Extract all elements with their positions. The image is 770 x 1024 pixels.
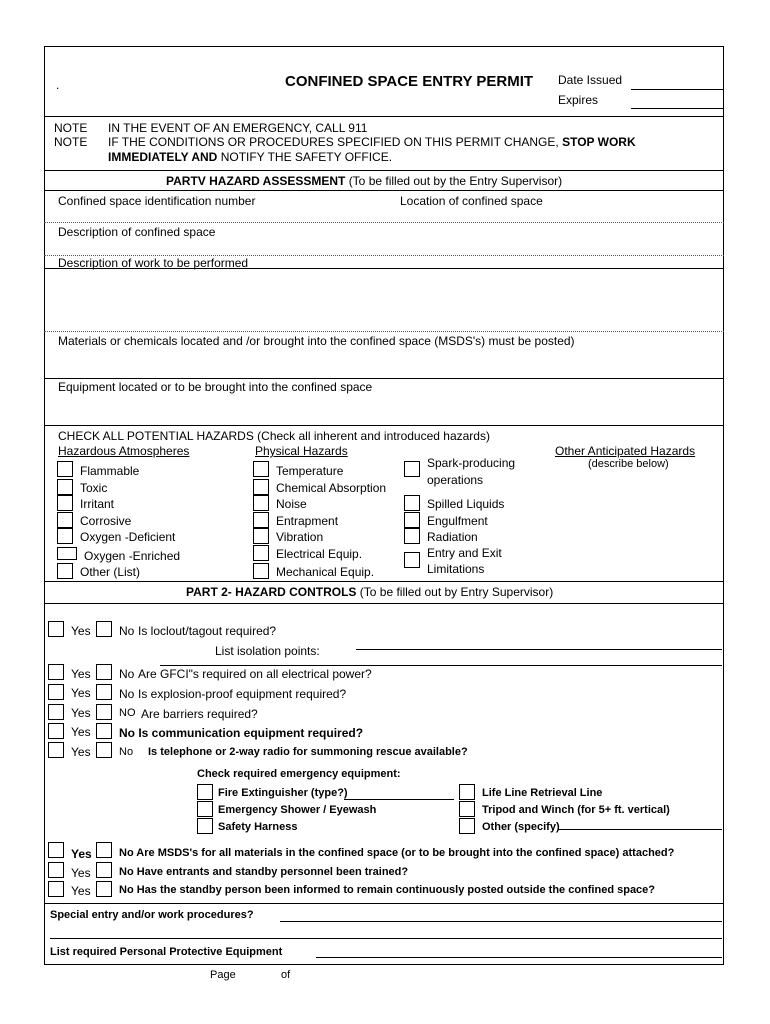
yes-label: Yes [71, 667, 91, 681]
hazard-other-list: Other (List) [80, 565, 141, 579]
yes-label: Yes [71, 884, 91, 898]
hazard-electrical-equip: Electrical Equip. [276, 547, 363, 561]
checkbox-life-line[interactable] [459, 784, 475, 800]
atmospheres-title: Hazardous Atmospheres [58, 444, 190, 458]
hazard-oxygen-deficient: Oxygen -Deficient [80, 530, 176, 544]
hazard-engulfment: Engulfment [427, 514, 488, 528]
question-trained: No Have entrants and standby personnel been trained? [119, 866, 409, 878]
date-issued-label: Date Issued [558, 73, 623, 87]
note-label: NOTE [54, 121, 88, 135]
emergency-equipment-title: Check required emergency equipment: [197, 768, 401, 780]
checkbox-electrical-equip[interactable] [253, 545, 269, 561]
divider [44, 903, 724, 904]
checkbox-tripod-winch[interactable] [459, 801, 475, 817]
checkbox-chemical-absorption[interactable] [253, 479, 269, 495]
physical-title: Physical Hazards [255, 444, 348, 458]
checkbox-flammable[interactable] [57, 461, 73, 477]
no-checkbox[interactable] [96, 723, 112, 739]
checkbox-emergency-shower[interactable] [197, 801, 213, 817]
checkbox-fire-extinguisher[interactable] [197, 784, 213, 800]
hazard-spilled-liquids: Spilled Liquids [427, 497, 505, 511]
note-label: NOTE [54, 135, 88, 149]
no-label: No [119, 687, 135, 701]
checkbox-mechanical-equip[interactable] [253, 563, 269, 579]
space-id-label: Confined space identification number [58, 194, 256, 208]
yes-checkbox[interactable] [48, 684, 64, 700]
hazard-vibration: Vibration [276, 530, 324, 544]
yes-label: Yes [71, 706, 91, 720]
description-label: Description of confined space [58, 225, 216, 239]
question-communication: No Is communication equipment required? [119, 726, 364, 740]
checkbox-spilled-liquids[interactable] [404, 495, 420, 511]
page-label: Page [210, 969, 236, 981]
checkbox-other-specify[interactable] [459, 818, 475, 834]
divider [44, 331, 724, 332]
yes-label: Yes [71, 866, 91, 880]
no-label: NO [119, 707, 136, 719]
part2-title: PART 2- HAZARD CONTROLS (To be filled out by Entry Supervisor) [186, 585, 554, 599]
no-label: No [119, 624, 135, 638]
expires-label: Expires [558, 93, 599, 107]
question-msds: No Are MSDS's for all materials in the confined space (or to be brought into the confined space) attached? [119, 847, 675, 859]
yes-label: Yes [71, 847, 92, 861]
isolation-field[interactable] [356, 649, 722, 650]
hazard-toxic: Toxic [80, 481, 108, 495]
expires-field[interactable] [631, 108, 723, 109]
other-hazards-sub: (describe below) [588, 458, 669, 470]
equipment-safety-harness: Safety Harness [218, 821, 298, 833]
yes-checkbox[interactable] [48, 664, 64, 680]
work-label: Description of work to be performed [58, 256, 249, 270]
date-issued-field[interactable] [631, 89, 723, 90]
checkbox-oxygen-enriched[interactable] [57, 547, 77, 560]
of-label: of [281, 969, 291, 981]
no-label: No [119, 746, 134, 758]
divider [44, 603, 724, 604]
question-radio: Is telephone or 2-way radio for summoning rescue available? [148, 746, 468, 758]
yes-label: Yes [71, 725, 91, 739]
yes-label: Yes [71, 745, 91, 759]
hazard-entry-exit-cont: Limitations [427, 562, 485, 576]
no-checkbox[interactable] [96, 862, 112, 878]
ppe-field[interactable] [316, 957, 722, 958]
yes-label: Yes [71, 686, 91, 700]
page-title: CONFINED SPACE ENTRY PERMIT [285, 73, 534, 90]
divider [44, 116, 724, 117]
divider [44, 170, 724, 171]
no-checkbox[interactable] [96, 742, 112, 758]
equipment-label: Equipment located or to be brought into the confined space [58, 380, 373, 394]
hazard-spark-producing-cont: operations [427, 473, 484, 487]
header-dot: . [56, 78, 60, 92]
no-checkbox[interactable] [96, 684, 112, 700]
checkbox-entrapment[interactable] [253, 512, 269, 528]
hazard-corrosive: Corrosive [80, 514, 132, 528]
isolation-field-2[interactable] [160, 665, 722, 666]
checkbox-engulfment[interactable] [404, 512, 420, 528]
other-hazards-title: Other Anticipated Hazards [555, 444, 696, 458]
hazard-flammable: Flammable [80, 464, 140, 478]
no-checkbox[interactable] [96, 664, 112, 680]
yes-label: Yes [71, 624, 91, 638]
question-gfci: Are GFCI"s required on all electrical power? [138, 667, 372, 681]
note-conditions-cont: IMMEDIATELY AND NOTIFY THE SAFETY OFFICE. [108, 150, 393, 164]
hazard-irritant: Irritant [80, 497, 115, 511]
yes-checkbox[interactable] [48, 621, 64, 637]
materials-label: Materials or chemicals located and /or brought into the confined space (MSDS's) must be posted) [58, 334, 575, 348]
checkbox-spark-producing[interactable] [404, 461, 420, 477]
note-emergency: IN THE EVENT OF AN EMERGENCY, CALL 911 [108, 121, 368, 135]
checkbox-oxygen-deficient[interactable] [57, 528, 73, 544]
no-checkbox[interactable] [96, 881, 112, 897]
checkbox-corrosive[interactable] [57, 512, 73, 528]
special-procedures-field[interactable] [280, 921, 722, 922]
equipment-emergency-shower: Emergency Shower / Eyewash [218, 804, 377, 816]
divider [44, 581, 724, 582]
yes-checkbox[interactable] [48, 862, 64, 878]
hazard-noise: Noise [276, 497, 307, 511]
special-procedures-label: Special entry and/or work procedures? [50, 909, 254, 921]
question-standby: No Has the standby person been informed to remain continuously posted outside the confined space? [119, 884, 656, 896]
equipment-other-specify: Other (specify) [482, 821, 560, 833]
no-checkbox[interactable] [96, 704, 112, 720]
checkbox-toxic[interactable] [57, 479, 73, 495]
no-checkbox[interactable] [96, 842, 112, 858]
hazard-oxygen-enriched: Oxygen -Enriched [84, 549, 181, 563]
checkbox-vibration[interactable] [253, 528, 269, 544]
yes-checkbox[interactable] [48, 723, 64, 739]
no-checkbox[interactable] [96, 621, 112, 637]
yes-checkbox[interactable] [48, 881, 64, 897]
special-procedures-field-2[interactable] [50, 938, 722, 939]
ppe-label: List required Personal Protective Equipment [50, 946, 283, 958]
hazards-heading: CHECK ALL POTENTIAL HAZARDS (Check all inherent and introduced hazards) [58, 429, 490, 443]
equipment-life-line: Life Line Retrieval Line [482, 787, 603, 799]
question-explosion-proof: Is explosion-proof equipment required? [138, 687, 347, 701]
part1-title: PARTV HAZARD ASSESSMENT (To be filled out by the Entry Supervisor) [166, 174, 563, 188]
divider [44, 425, 724, 426]
divider [44, 268, 724, 269]
hazard-spark-producing: Spark-producing [427, 456, 516, 470]
divider [44, 190, 724, 191]
checkbox-irritant[interactable] [57, 495, 73, 511]
hazard-temperature: Temperature [276, 464, 344, 478]
checkbox-noise[interactable] [253, 495, 269, 511]
note-conditions: IF THE CONDITIONS OR PROCEDURES SPECIFIED ON THIS PERMIT CHANGE, STOP WORK [108, 135, 636, 149]
other-specify-field[interactable] [558, 829, 722, 830]
checkbox-entry-exit[interactable] [404, 552, 420, 568]
checkbox-radiation[interactable] [404, 528, 420, 544]
yes-checkbox[interactable] [48, 742, 64, 758]
checkbox-safety-harness[interactable] [197, 818, 213, 834]
equipment-fire-extinguisher: Fire Extinguisher (type?) [218, 787, 348, 799]
question-barriers: Are barriers required? [141, 707, 258, 721]
question-lockout: Is loclout/tagout required? [138, 624, 277, 638]
location-label: Location of confined space [400, 194, 543, 208]
no-label: No [119, 667, 135, 681]
yes-checkbox[interactable] [48, 704, 64, 720]
hazard-entry-exit: Entry and Exit [427, 546, 502, 560]
divider [44, 222, 724, 223]
checkbox-temperature[interactable] [253, 461, 269, 477]
equipment-tripod-winch: Tripod and Winch (for 5+ ft. vertical) [482, 804, 670, 816]
hazard-radiation: Radiation [427, 530, 478, 544]
hazard-mechanical-equip: Mechanical Equip. [276, 565, 375, 579]
hazard-chemical-absorption: Chemical Absorption [276, 481, 387, 495]
hazard-entrapment: Entrapment [276, 514, 339, 528]
yes-checkbox[interactable] [48, 842, 64, 858]
isolation-label: List isolation points: [215, 644, 320, 658]
extinguisher-type-field[interactable] [344, 799, 454, 800]
checkbox-other-list[interactable] [57, 563, 73, 579]
divider [44, 378, 724, 379]
